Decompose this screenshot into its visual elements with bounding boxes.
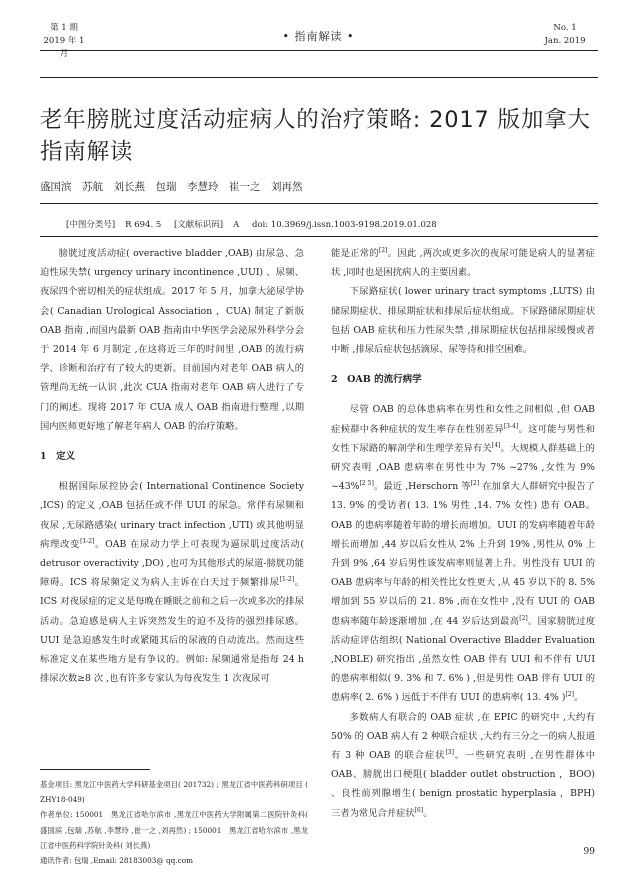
citation[interactable]: [2] xyxy=(470,480,480,488)
section-label: • 指南解读 • xyxy=(282,30,355,43)
section-heading-definition: 1 定义 xyxy=(40,451,76,463)
fund-info: 基金项目: 黑龙江中医药大学科研基金项目( 201732) ; 黑龙江省中医药科研项目 ( ZHY18-049) xyxy=(40,780,308,805)
issue-date-en: Jan. 2019 xyxy=(544,36,586,46)
meta-rule-top xyxy=(40,203,598,204)
continued-paragraph: 能是正常的[2]。因此 ,两次或更多次的夜尿可能是病人的显著症状 ,同时也是困扰病人的主要因素。 xyxy=(331,246,595,279)
footnote xyxy=(40,777,308,868)
author-affiliation: 作者单位: 150001 黑龙江省哈尔滨市 ,黑龙江中医药大学附属第二医院针灸科( 盛国滨 ,包瑞 ,苏航 ,李慧玲 ,崔一之 ,刘再然) ; 150001 黑龙江省哈尔滨市 ,黑龙江省中医药科学院针灸科( 刘长燕) xyxy=(40,810,308,850)
doc-code-label: [文献标识码] xyxy=(173,220,224,230)
citation[interactable]: [2] xyxy=(378,246,388,254)
citation[interactable]: [2] xyxy=(565,691,574,699)
section-heading-epidemiology: 2 OAB 的流行病学 xyxy=(331,374,422,386)
header-rule-top xyxy=(40,50,598,51)
corresponding-author: 通讯作者: 包瑞 ,Email: 28183003@ qq.com xyxy=(40,856,194,866)
doi[interactable]: doi: 10.3969/j.issn.1003-9198.2019.01.028 xyxy=(251,220,437,230)
definition-paragraph: 根据国际尿控协会( International Continence Society ,ICS) 的定义 ,OAB 包括任或不伴 UUI 的尿急。常伴有尿频和夜尿 ,无尿路感染( urinary tract infection ,UTI) 或其他明显病理改变[1-2]。OAB 在尿动力学上可表现为逼尿肌过度活动( detrusor overactivity ,DO) ,也可为其他形式的尿道-膀胱功能障碍。ICS 将尿频定义为病人主诉在白天过于频繁排尿[1-2]。ICS 对夜尿症的定义是每晚在睡眠之前和之后一次或多次的排尿活动。急迫感是病人主诉突然发生的迫不及待的强烈排尿感。UUI 是急迫感发生时或紧随其后的尿液的自动流出。然而这些标准定义在某些地方是有争议的。例如: 尿频通常是指每 24 h 排尿次数≥8 次 ,也有许多专家认为每夜发生 1 次夜尿可 xyxy=(40,481,304,685)
citation[interactable]: [1-2] xyxy=(80,537,95,545)
luts-paragraph: 下尿路症状( lower urinary tract symptoms ,LUTS) 由储尿期症状、排尿期症状和排尿后症状组成。下尿路储尿期症状包括 OAB 症状和压力性尿失禁 ,排尿期症状包括排尿缓慢或者中断 ,排尿后症状包括滴尿、尿等待和排空困难。 xyxy=(331,286,595,356)
citation[interactable]: [1-2] xyxy=(279,576,295,584)
header-rule-bottom xyxy=(40,77,598,78)
citation[interactable]: [3] xyxy=(445,748,454,756)
issue-number-cn: 第 1 期 xyxy=(50,23,78,33)
clc-label: [中图分类号] xyxy=(66,220,116,230)
doc-code-value: A xyxy=(233,220,240,230)
citation[interactable]: [6] xyxy=(414,806,424,814)
issue-number-en: No. 1 xyxy=(553,23,577,33)
running-header-right xyxy=(535,22,595,48)
footnote-rule xyxy=(40,769,150,770)
epidemiology-paragraph: 尽管 OAB 的总体患病率在男性和女性之间相似 ,但 OAB 症候群中各种症状的发生率存在性别差异[3-4]。这可能与男性和女性下尿路的解剖学和生理学差异有关[4]。大规模人群基础上的研究表明 ,OAB 患病率在男性中为 7% ~27% ,女性为 9% ~43%[2 5]。最近 ,Herschorn 等[2] 在加拿大人群研究中报告了 13. 9% 的受访者( 13. 1% 男性 ,14. 7% 女性) 患有 OAB。OAB 的患病率随着年龄的增长而增加。UUI 的发病率随着年龄增长而增加 ,44 岁以后女性从 2% 上升到 19% ,男性从 0% 上升到 9% ,64 岁后男性该发病率则显著上升。男性没有 UUI 的 OAB 患病率与年龄的相关性比女性更大 ,从 45 岁以下的 8. 5% 增加到 55 岁以后的 21. 8% ,而在女性中 ,没有 UUI 的 OAB 患病率随年龄逐渐增加 ,在 44 岁后达到最高[2]。国家膀胱过度活动症评估组织( National Overactive Bladder Evaluation ,NOBLE) 研究指出 ,虽然女性 OAB 伴有 UUI 和不伴有 UUI 的患病率相似( 9. 3% 和 7. 6% ) ,但是男性 OAB 伴有 UUI 的患病率( 2. 6% ) 远低于不伴有 UUI 的患病率( 13. 4% )[2]。 xyxy=(331,404,595,704)
right-column xyxy=(331,244,595,823)
issue-date-cn: 2019 年 1 月 xyxy=(43,36,85,59)
citation[interactable]: [2 5] xyxy=(359,480,374,488)
left-column xyxy=(40,244,304,688)
intro-paragraph: 膀胱过度活动症( overactive bladder ,OAB) 由尿急、急迫性尿失禁( urgency urinary incontinence ,UUI) 、尿频、夜尿四个密切相关的症状组成。2017 年 5 月，加拿大泌尿学协会( Canadian Urological Association ，CUA) 制定了新版 OAB 指南 ,而国内最新 OAB 指南由中华医学会泌尿外科学分会于 2014 年 6 月制定 ,在这将近三年的时间里 ,OAB 的流行病学、诊断和治疗有了较大的更新。目前国内对老年 OAB 病人的管理尚无统一认识 ,此次 CUA 指南对老年 OAB 病人进行了专门的阐述。现将 2017 年 CUA 成人 OAB 指南进行整理 ,以期国内医师更好地了解老年病人 OAB 的治疗策略。 xyxy=(40,248,304,432)
page-number: 99 xyxy=(583,847,595,857)
article-meta xyxy=(66,218,447,230)
meta-rule-bottom xyxy=(40,236,598,237)
citation[interactable]: [3-4] xyxy=(503,422,519,430)
author-list: 盛国滨 苏航 刘长燕 包瑞 李慧玲 崔一之 刘再然 xyxy=(40,181,303,193)
article-title: 老年膀胱过度活动症病人的治疗策略: 2017 版加拿大指南解读 xyxy=(40,107,591,165)
combined-symptoms-paragraph: 多数病人有联合的 OAB 症状 ,在 EPIC 的研究中 ,大约有 50% 的 OAB 病人有 2 种联合症状 ,大约有三分之一的病人报道有 3 种 OAB 的联合症状[3]。一些研究表明 ,在男性群体中 OAB、膀胱出口梗阻( bladder outlet obstruction ，BOO) 、良性前列腺增生( benign prostatic hyperplasia ，BPH) 三者为常见合并症状[6]。 xyxy=(331,711,595,819)
clc-value: R 694. 5 xyxy=(125,220,162,230)
citation[interactable]: [4] xyxy=(491,441,501,449)
citation[interactable]: [2] xyxy=(519,614,528,622)
